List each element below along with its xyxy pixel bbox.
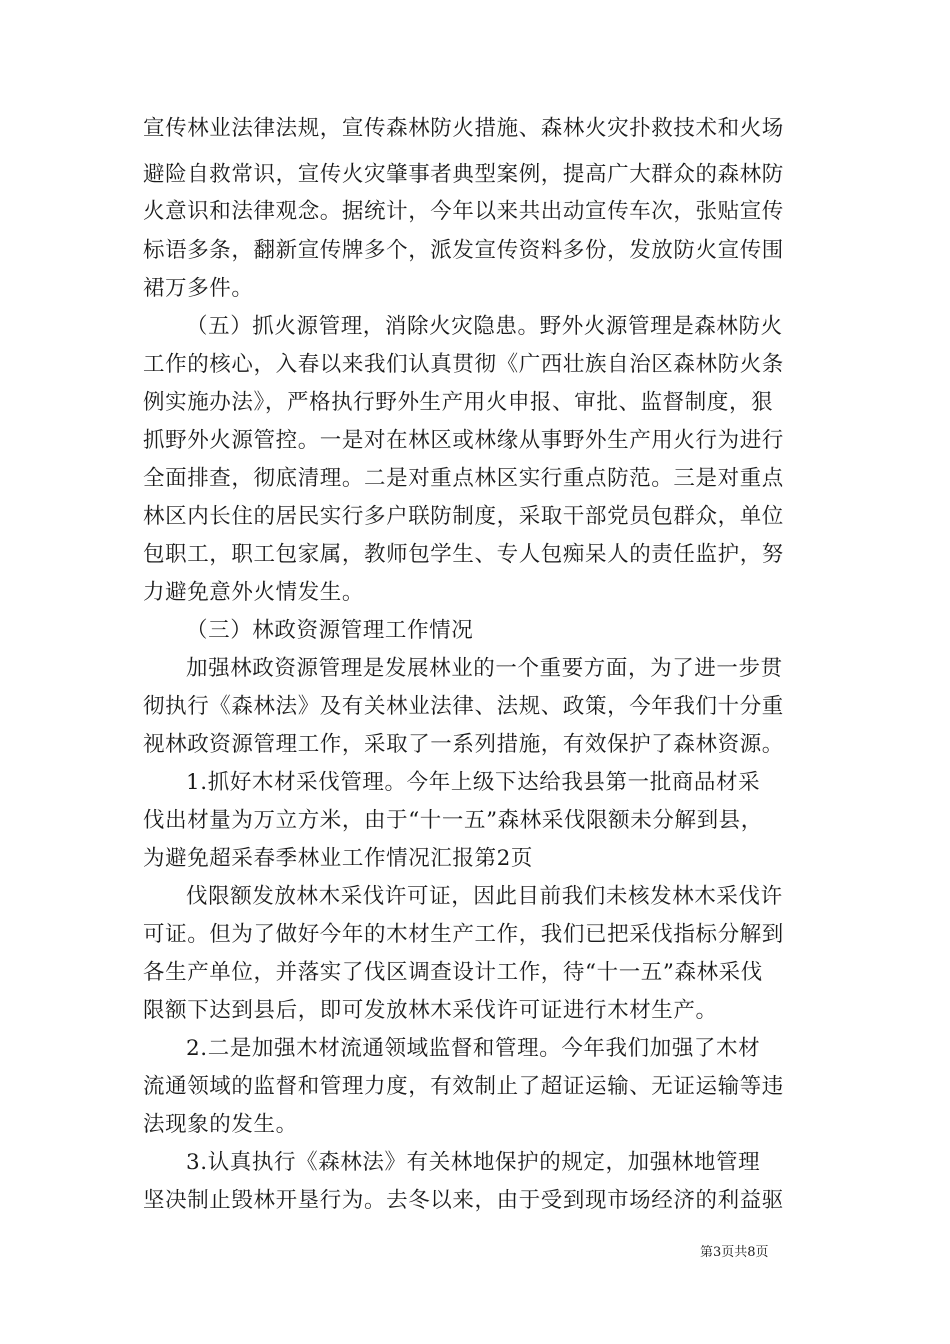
text-line: 伐出材量为万立方米，由于“十一五”森林采伐限额未分解到县， [143, 808, 763, 833]
text-line: 2.二是加强木材流通领域监督和管理。今年我们加强了木材 [186, 1036, 761, 1061]
text-line: 伐限额发放林木采伐许可证，因此目前我们未核发林木采伐许 [186, 884, 783, 909]
text-line: 裙万多件。 [143, 276, 254, 301]
text-line: 1.抓好木材采伐管理。今年上级下达给我县第一批商品材采 [186, 770, 761, 795]
text-line: 宣传林业法律法规，宣传森林防火措施、森林火灾扑救技术和火场 [143, 116, 784, 141]
text-line: 视林政资源管理工作，采取了一系列措施，有效保护了森林资源。 [143, 732, 784, 757]
text-line: 林区内长住的居民实行多户联防制度，采取干部党员包群众，单位 [143, 504, 784, 529]
page-number: 第3页共8页 [700, 1245, 769, 1260]
text-line: 包职工，职工包家属，教师包学生、专人包痴呆人的责任监护，努 [143, 542, 784, 567]
text-line: 坚决制止毁林开垦行为。去冬以来，由于受到现市场经济的利益驱 [143, 1188, 784, 1213]
text-line: 加强林政资源管理是发展林业的一个重要方面，为了进一步贯 [186, 656, 783, 681]
text-line: （五）抓火源管理，消除火灾隐患。野外火源管理是森林防火 [186, 314, 783, 339]
text-line: 抓野外火源管控。一是对在林区或林缘从事野外生产用火行为进行 [143, 428, 784, 453]
text-line: 为避免超采春季林业工作情况汇报第2页 [143, 846, 533, 871]
text-line: 火意识和法律观念。据统计，今年以来共出动宣传车次，张贴宣传 [143, 199, 784, 224]
text-line: 工作的核心，入春以来我们认真贯彻《广西壮族自治区森林防火条 [143, 352, 784, 377]
text-line: 流通领域的监督和管理力度，有效制止了超证运输、无证运输等违 [143, 1074, 784, 1099]
section-heading: （三）林政资源管理工作情况 [186, 618, 474, 643]
text-line: 力避免意外火情发生。 [143, 580, 365, 605]
text-line: 避险自救常识，宣传火灾肇事者典型案例，提高广大群众的森林防 [143, 162, 784, 187]
text-line: 彻执行《森林法》及有关林业法律、法规、政策，今年我们十分重 [143, 694, 784, 719]
text-line: 各生产单位，并落实了伐区调查设计工作，待“十一五”森林采伐 [143, 960, 763, 985]
text-line: 限额下达到县后，即可发放林木采伐许可证进行木材生产。 [143, 998, 718, 1023]
text-line: 全面排查，彻底清理。二是对重点林区实行重点防范。三是对重点 [143, 466, 784, 491]
text-line: 标语多条，翻新宣传牌多个，派发宣传资料多份，发放防火宣传围 [143, 238, 784, 263]
text-line: 例实施办法》，严格执行野外生产用火申报、审批、监督制度，狠 [143, 390, 774, 415]
text-line: 可证。但为了做好今年的木材生产工作，我们已把采伐指标分解到 [143, 922, 784, 947]
text-line: 3.认真执行《森林法》有关林地保护的规定，加强林地管理 [186, 1150, 761, 1175]
text-line: 法现象的发生。 [143, 1112, 298, 1137]
